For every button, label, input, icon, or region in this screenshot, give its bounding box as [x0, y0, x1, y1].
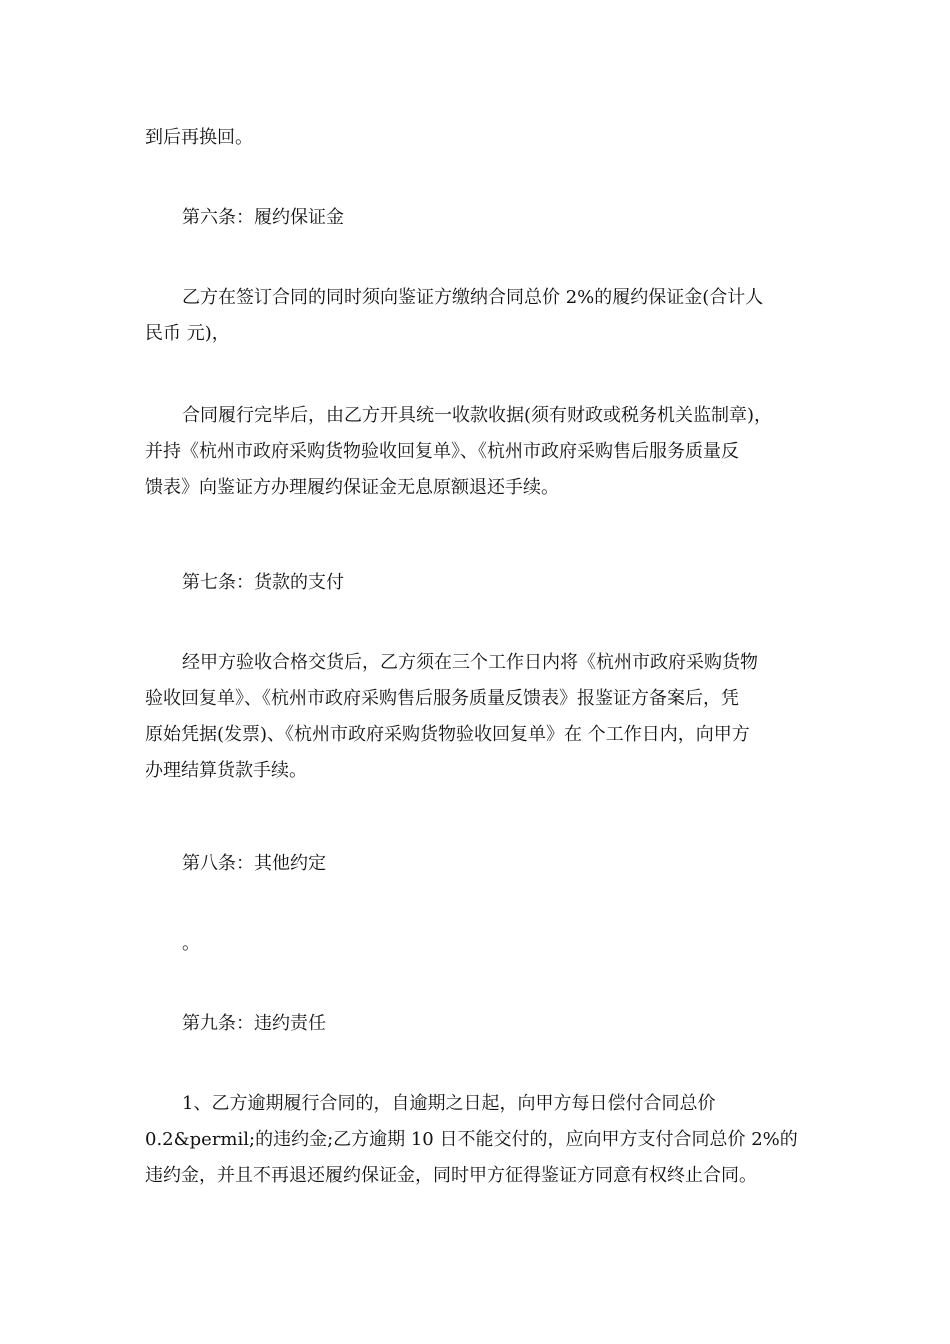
paragraph-breach-liability [145, 1086, 805, 1194]
text-line: 乙方在签订合同的同时须向鉴证方缴纳合同总价 2%的履约保证金(合计人 [182, 287, 764, 308]
text-line: 并持《杭州市政府采购货物验收回复单》、《杭州市政府采购售后服务质量反 [145, 441, 739, 462]
heading-text: 第七条：货款的支付 [182, 572, 344, 593]
paragraph-bond-refund [145, 398, 805, 506]
heading-text: 第九条：违约责任 [182, 1013, 326, 1034]
text-line: 原始凭据(发票)、《杭州市政府采购货物验收回复单》在 个工作日内，向甲方 [145, 724, 750, 745]
heading-text: 第八条：其他约定 [182, 853, 326, 874]
text-line: 办理结算货款手续。 [145, 760, 307, 781]
text-line: 验收回复单》、《杭州市政府采购售后服务质量反馈表》报鉴证方备案后，凭 [145, 688, 739, 709]
article-9-heading [145, 1006, 805, 1042]
text-line: 0.2&permil;的违约金;乙方逾期 10 日不能交付的，应向甲方支付合同总价 2%的 [145, 1129, 798, 1150]
text-line: 合同履行完毕后，由乙方开具统一收款收据(须有财政或税务机关监制章)， [182, 405, 773, 426]
paragraph-performance-bond [145, 280, 805, 352]
article-6-heading [145, 200, 805, 236]
heading-text: 第六条：履约保证金 [182, 207, 344, 228]
text-line: 违约金，并且不再退还履约保证金，同时甲方征得鉴证方同意有权终止合同。 [145, 1165, 757, 1186]
text-line: 1、乙方逾期履行合同的，自逾期之日起，向甲方每日偿付合同总价 [182, 1093, 716, 1114]
paragraph-payment [145, 645, 805, 789]
article-7-heading [145, 565, 805, 601]
text-line: 馈表》向鉴证方办理履约保证金无息原额退还手续。 [145, 477, 559, 498]
text-line: 民币 元)， [145, 323, 230, 344]
text-line: 到后再换回。 [145, 127, 253, 148]
text-line: 。 [182, 933, 200, 954]
paragraph-other-terms [145, 926, 805, 962]
article-8-heading [145, 846, 805, 882]
paragraph-continuation [145, 120, 805, 156]
text-line: 经甲方验收合格交货后，乙方须在三个工作日内将《杭州市政府采购货物 [182, 652, 758, 673]
